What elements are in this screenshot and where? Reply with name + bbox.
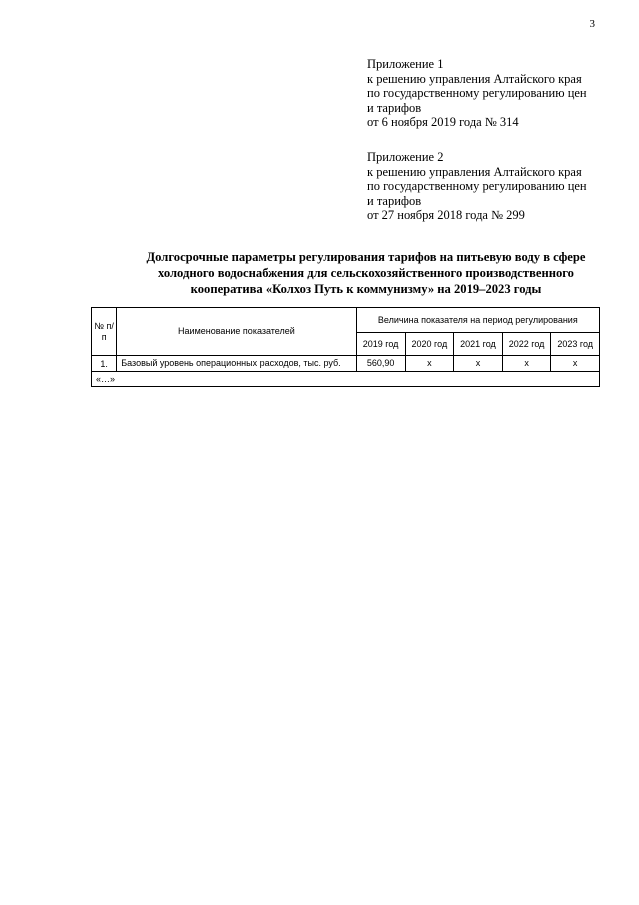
header-year: 2023 год — [551, 333, 600, 356]
header-period-value: Величина показателя на период регулирования — [356, 308, 599, 333]
table-header-row — [92, 308, 600, 333]
row-value: х — [551, 356, 600, 372]
title-line: холодного водоснабжения для сельскохозяйственного производственного — [158, 265, 574, 280]
appendix-1-line: Приложение 1 — [367, 57, 444, 71]
page-number: 3 — [589, 18, 595, 30]
header-year: 2021 год — [454, 333, 503, 356]
row-indicator-name: Базовый уровень операционных расходов, тыс. руб. — [117, 356, 356, 372]
appendix-1-line: и тарифов — [367, 100, 422, 115]
appendix-1-block — [367, 57, 607, 130]
appendix-2-line: и тарифов — [367, 193, 422, 208]
header-indicator-name: Наименование показателей — [117, 308, 356, 356]
row-value: 560,90 — [356, 356, 405, 372]
continuation-mark: «…» — [92, 372, 600, 387]
document-title — [96, 250, 636, 297]
row-value: х — [502, 356, 551, 372]
appendix-2-line: от 27 ноября 2018 года № 299 — [367, 208, 525, 223]
row-value: х — [454, 356, 503, 372]
appendix-2-line: к решению управления Алтайского края — [367, 164, 582, 179]
appendix-2-line: Приложение 2 — [367, 150, 444, 164]
header-number: № п/п — [92, 308, 117, 356]
appendix-1-line: от 6 ноября 2019 года № 314 — [367, 115, 519, 130]
row-number: 1. — [92, 356, 117, 372]
appendix-1-line: к решению управления Алтайского края — [367, 71, 582, 86]
parameters-table — [91, 307, 600, 387]
title-line: Долгосрочные параметры регулирования тарифов на питьевую воду в сфере — [146, 250, 586, 264]
row-value: х — [405, 356, 454, 372]
header-year: 2019 год — [356, 333, 405, 356]
header-year: 2020 год — [405, 333, 454, 356]
title-line: кооператива «Колхоз Путь к коммунизму» на 2019–2023 годы — [190, 281, 542, 296]
table-row — [92, 356, 600, 372]
appendix-2-block — [367, 150, 607, 223]
appendix-1-line: по государственному регулированию цен — [367, 86, 587, 101]
table-continuation-row — [92, 372, 600, 387]
header-year: 2022 год — [502, 333, 551, 356]
appendix-2-line: по государственному регулированию цен — [367, 179, 587, 194]
